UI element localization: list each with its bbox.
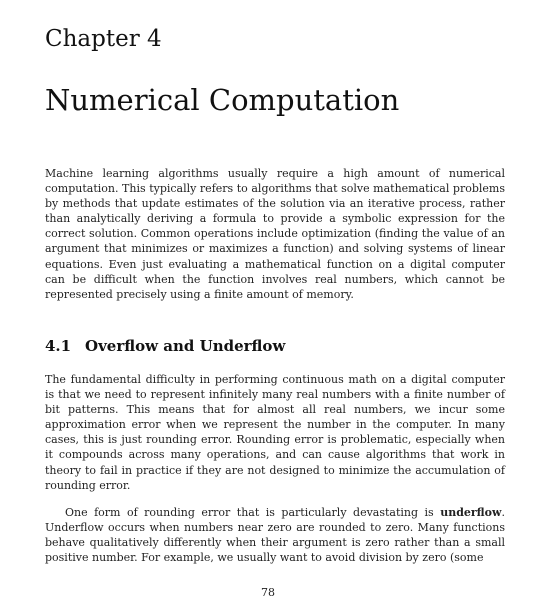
body-paragraph-2 (45, 505, 505, 565)
chapter-label: Chapter 4 (45, 26, 162, 52)
paragraph-text-start: One form of rounding error that is particularly devastating is (65, 506, 441, 519)
intro-paragraph: Machine learning algorithms usually require a high amount of numerical computation. This typically refers to algorithms that solve mathematical problems by methods that update estimates of the solution via an iterative process, rather than analytically deriving a formula to provide a symbolic expression for the correct solution. Common operations include optimization (finding the value of an argument that minimizes or maximizes a function) and solving systems of linear equations. Even just evaluating a mathematical function on a digital computer can be difficult when the function involves real numbers, which cannot be represented precisely using a finite amount of memory. (45, 167, 505, 301)
bold-term: underflow (440, 506, 502, 519)
section-heading (45, 336, 285, 356)
section-number: 4.1 (45, 337, 72, 355)
section-title: Overflow and Underflow (85, 337, 286, 355)
body-paragraph-1: The fundamental difficulty in performing continuous math on a digital computer is that we need to represent infinitely many real numbers with a finite number of bit patterns. This means that for almost all real numbers, we incur some approximation error when we represent the number in the computer. In many cases, this is just rounding error. Rounding error is problematic, especially when it compounds across many operations, and can cause algorithms that work in theory to fail in practice if they are not designed to minimize the accumulation of rounding error. (45, 373, 505, 492)
page-number: 78 (261, 586, 275, 599)
chapter-title: Numerical Computation (45, 83, 400, 117)
paragraph-text-end: . Underflow occurs when numbers near zero are rounded to zero. Many functions behave qualitatively differently when their argument is zero rather than a small positive number. For example, we usually want to avoid division by zero (some (45, 506, 505, 565)
